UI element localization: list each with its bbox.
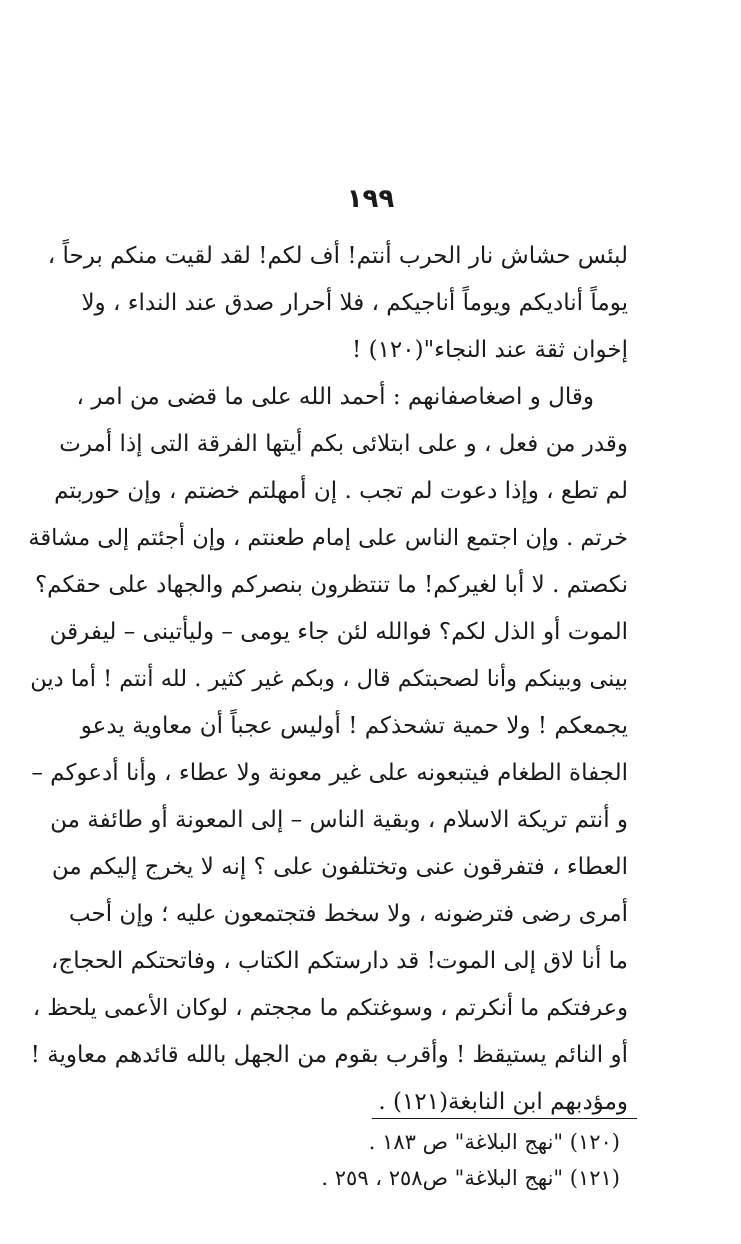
text-line-11: يجمعكم ! ولا حمية تشحذكم ! أوليس عجباً أن معاوية يدعو xyxy=(80,713,628,739)
text-line-18: أو النائم يستيقظ ! وأقرب بقوم من الجهل بالله قائدهم معاوية ! xyxy=(30,1042,628,1068)
footnote-120: (١٢٠) "نهج البلاغة" ص ١٨٣ . xyxy=(368,1130,620,1154)
text-line-6: لم تطع ، وإذا دعوت لم تجب . إن أمهلتم خضتم ، وإن حوربتم xyxy=(54,478,628,504)
text-line-19: ومؤدبهم ابن النابغة(١٢١) . xyxy=(378,1089,628,1115)
text-line-12: الجفاة الطغام فيتبعونه على غير معونة ولا عطاء ، وأنا أدعوكم – xyxy=(31,760,628,786)
text-line-7: خرتم . وإن اجتمع الناس على إمام طعنتم ، وإن أجئتم إلى مشاقة xyxy=(28,525,628,551)
text-line-2: يوماً أناديكم ويوماً أناجيكم ، فلا أحرار صدق عند النداء ، ولا xyxy=(81,290,628,316)
text-line-16: ما أنا لاق إلى الموت! قد دارستكم الكتاب ، وفاتحتكم الحجاج، xyxy=(50,948,628,974)
text-line-13: و أنتم تريكة الاسلام ، وبقية الناس – إلى المعونة أو طائفة من xyxy=(50,807,628,833)
page-number: ١٩٩ xyxy=(346,184,395,214)
text-line-4: وقال و اصغاصفانهم : أحمد الله على ما قضى من امر ، xyxy=(76,384,594,410)
footnote-121: (١٢١) "نهج البلاغة" ص٢٥٨ ، ٢٥٩ . xyxy=(321,1166,620,1190)
text-line-9: الموت أو الذل لكم؟ فوالله لئن جاء يومى – وليأتينى – ليفرقن xyxy=(49,619,628,645)
text-line-10: بينى وبينكم وأنا لصحبتكم قال ، وبكم غير كثير . لله أنتم ! أما دين xyxy=(30,666,628,692)
footnote-separator xyxy=(372,1118,637,1119)
text-line-8: نكصتم . لا أبا لغيركم! ما تنتظرون بنصركم والجهاد على حقكم؟ xyxy=(34,572,628,598)
text-line-5: وقدر من فعل ، و على ابتلائى بكم أيتها الفرقة التى إذا أمرت xyxy=(59,431,628,457)
text-line-15: أمرى رضى فترضونه ، ولا سخط فتجتمعون عليه ؛ وإن أحب xyxy=(68,901,628,927)
text-line-17: وعرفتكم ما أنكرتم ، وسوغتكم ما مججتم ، لوكان الأعمى يلحظ ، xyxy=(32,995,628,1021)
text-line-3: إخوان ثقة عند النجاء"(١٢٠) ! xyxy=(352,337,628,363)
text-line-14: العطاء ، فتفرقون عنى وتختلفون على ؟ إنه لا يخرج إليكم من xyxy=(51,854,628,880)
text-line-1: لبئس حشاش نار الحرب أنتم! أف لكم! لقد لقيت منكم برحاً ، xyxy=(47,243,628,269)
